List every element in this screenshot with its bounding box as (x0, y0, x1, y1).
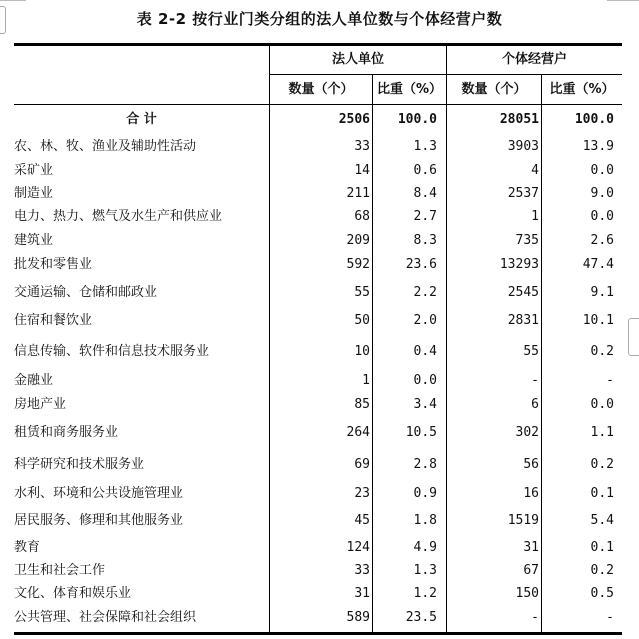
row-label: 科学研究和技术服务业 (14, 457, 145, 472)
legal-count: 209 (346, 233, 370, 248)
group-header-legal: 法人单位 (331, 52, 384, 67)
indiv-share: 0.1 (590, 540, 614, 555)
indiv-share: 5.4 (590, 513, 614, 528)
legal-share: 0.0 (413, 373, 437, 388)
row-label: 采矿业 (14, 163, 54, 178)
indiv-count: 3903 (507, 139, 539, 154)
row-label: 信息传输、软件和信息技术服务业 (14, 344, 210, 359)
legal-share: 0.9 (413, 486, 437, 501)
indiv-share: 0.0 (590, 209, 614, 224)
indiv-count: 2831 (507, 313, 539, 328)
indiv-share: 13.9 (582, 139, 614, 154)
top-right-edge-line (607, 0, 639, 1)
row-label: 租赁和商务服务业 (14, 425, 119, 440)
row-label: 房地产业 (14, 397, 67, 412)
legal-count: 10 (354, 344, 370, 359)
col-header-indiv-count: 数量（个） (461, 82, 527, 97)
indiv-count: 2545 (507, 285, 539, 300)
indiv-count: 2537 (507, 186, 539, 201)
legal-count: 68 (354, 209, 370, 224)
legal-count: 1 (362, 373, 370, 388)
row-label: 水利、环境和公共设施管理业 (14, 486, 184, 501)
group-header-individual: 个体经营户 (501, 52, 567, 67)
legal-count: 69 (354, 457, 370, 472)
indiv-count: 16 (523, 486, 539, 501)
indiv-count: 150 (515, 586, 539, 601)
indiv-count: 67 (523, 563, 539, 578)
legal-count: 23 (354, 486, 370, 501)
legal-count: 2506 (338, 112, 370, 127)
indiv-count: 56 (523, 457, 539, 472)
legal-count: 55 (354, 285, 370, 300)
row-label: 合 计 (126, 112, 157, 127)
bottom-rule (14, 632, 622, 635)
legal-share: 100.0 (397, 112, 437, 127)
col-header-legal-count: 数量（个） (288, 82, 354, 97)
indiv-share: 9.0 (590, 186, 614, 201)
row-label: 文化、体育和娱乐业 (14, 586, 132, 601)
legal-share: 10.5 (405, 425, 437, 440)
indiv-share: 1.1 (590, 425, 614, 440)
indiv-share: 47.4 (582, 257, 614, 272)
indiv-share: 0.2 (590, 457, 614, 472)
indiv-share: 0.1 (590, 486, 614, 501)
legal-share: 23.6 (405, 257, 437, 272)
indiv-count: 1 (531, 209, 539, 224)
legal-count: 124 (346, 540, 370, 555)
row-label: 农、林、牧、渔业及辅助性活动 (14, 139, 197, 154)
table-title: 表 2-2 按行业门类分组的法人单位数与个体经营户数 (136, 10, 503, 28)
legal-count: 14 (354, 163, 370, 178)
row-label: 住宿和餐饮业 (14, 313, 93, 328)
indiv-count: 55 (523, 344, 539, 359)
row-label: 金融业 (14, 373, 54, 388)
legal-count: 85 (354, 397, 370, 412)
indiv-count: 6 (531, 397, 539, 412)
legal-share: 1.3 (413, 139, 437, 154)
legal-share: 23.5 (405, 610, 437, 625)
indiv-share: 0.0 (590, 163, 614, 178)
row-label: 电力、热力、燃气及水生产和供应业 (14, 209, 223, 224)
indiv-count: 13293 (499, 257, 539, 272)
indiv-share: 100.0 (574, 112, 614, 127)
row-label: 教育 (14, 540, 41, 555)
legal-count: 31 (354, 586, 370, 601)
indiv-share: - (606, 373, 614, 388)
indiv-share: 0.5 (590, 586, 614, 601)
legal-share: 0.6 (413, 163, 437, 178)
right-edge-handle (628, 318, 639, 356)
legal-share: 8.3 (413, 233, 437, 248)
legal-count: 33 (354, 563, 370, 578)
col-header-legal-share: 比重（%） (376, 82, 443, 97)
legal-share: 1.2 (413, 586, 437, 601)
indiv-share: 0.2 (590, 344, 614, 359)
legal-count: 264 (346, 425, 370, 440)
legal-share: 2.2 (413, 285, 437, 300)
row-label: 居民服务、修理和其他服务业 (14, 513, 184, 528)
legal-share: 2.7 (413, 209, 437, 224)
col-header-indiv-share: 比重（%） (549, 82, 615, 97)
legal-count: 33 (354, 139, 370, 154)
legal-share: 4.9 (413, 540, 437, 555)
indiv-share: 9.1 (590, 285, 614, 300)
top-rule (14, 43, 622, 46)
row-label: 批发和零售业 (14, 257, 93, 272)
indiv-count: 302 (515, 425, 539, 440)
legal-count: 589 (346, 610, 370, 625)
top-edge-line (0, 0, 26, 1)
header-bottom-divider (14, 104, 622, 105)
indiv-count: 28051 (499, 112, 539, 127)
indiv-count: 4 (531, 163, 539, 178)
legal-count: 211 (346, 186, 370, 201)
indiv-count: 1519 (507, 513, 539, 528)
legal-share: 2.8 (413, 457, 437, 472)
indiv-share: 10.1 (582, 313, 614, 328)
legal-share: 2.0 (413, 313, 437, 328)
legal-count: 45 (354, 513, 370, 528)
indiv-count: 735 (515, 233, 539, 248)
row-label: 交通运输、仓储和邮政业 (14, 285, 158, 300)
indiv-count: - (531, 373, 539, 388)
indiv-count: 31 (523, 540, 539, 555)
row-label: 卫生和社会工作 (14, 563, 106, 578)
indiv-share: 0.0 (590, 397, 614, 412)
indiv-share: 2.6 (590, 233, 614, 248)
legal-count: 50 (354, 313, 370, 328)
legal-share: 1.3 (413, 563, 437, 578)
legal-share: 1.8 (413, 513, 437, 528)
indiv-count: - (531, 610, 539, 625)
indiv-share: - (606, 610, 614, 625)
legal-share: 8.4 (413, 186, 437, 201)
legal-share: 3.4 (413, 397, 437, 412)
indiv-share: 0.2 (590, 563, 614, 578)
row-label: 制造业 (14, 186, 54, 201)
row-label: 公共管理、社会保障和社会组织 (14, 610, 197, 625)
legal-share: 0.4 (413, 344, 437, 359)
legal-count: 592 (346, 257, 370, 272)
row-label: 建筑业 (14, 233, 54, 248)
